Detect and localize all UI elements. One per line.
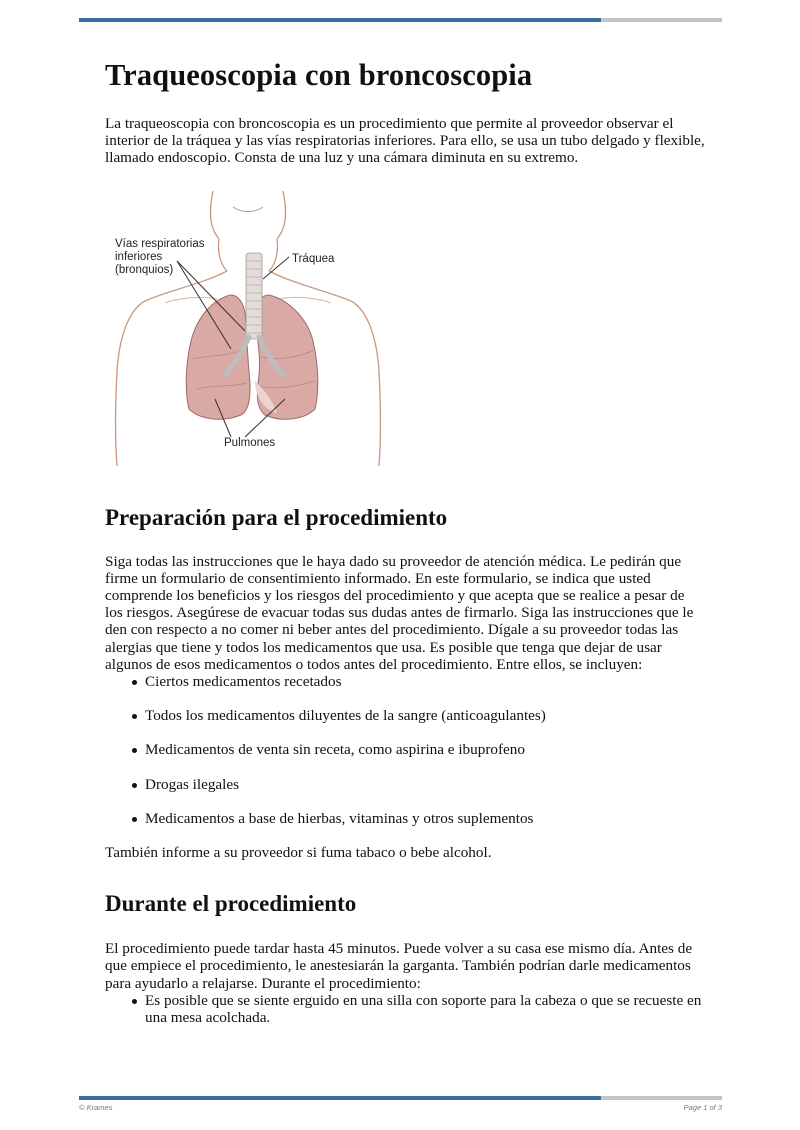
during-heading: Durante el procedimiento (105, 891, 357, 917)
intro-paragraph: La traqueoscopia con broncoscopia es un procedimiento que permite al proveedor observar el interior de la tráquea y las vías respiratorias inferiores. Para ello, se usa un tubo delgado y flexible, llamado endoscopio. Consta de una luz y una cámara diminuta en su extremo. (105, 115, 705, 167)
label-airways: Vías respiratorias inferiores (bronquios) (115, 237, 205, 276)
list-item: Drogas ilegales (105, 776, 705, 793)
medications-list (105, 673, 705, 827)
page-title: Traqueoscopia con broncoscopia (105, 58, 533, 92)
preparation-note: También informe a su proveedor si fuma tabaco o bebe alcohol. (105, 844, 492, 862)
preparation-heading: Preparación para el procedimiento (105, 504, 448, 530)
during-paragraph: El procedimiento puede tardar hasta 45 minutos. Puede volver a su casa ese mismo día. Antes de que empiece el procedimiento, le anestesiarán la garganta. También podrían darle medicamentos para ayudarlo a relajarse. Durante el procedimiento: (105, 940, 693, 992)
list-item: Ciertos medicamentos recetados (105, 673, 705, 690)
label-trachea: Tráquea (292, 252, 335, 265)
list-item: Medicamentos a base de hierbas, vitaminas y otros suplementos (105, 810, 705, 827)
preparation-paragraph: Siga todas las instrucciones que le haya dado su proveedor de atención médica. Le pedirán que firme un formulario de consentimiento informado. En este formulario, se indica que usted comprende los beneficios y los riesgos del procedimiento y que acepta que se realice a pesar de los riesgos. Asegúrese de evacuar todas sus dudas antes de firmarlo. Siga las instrucciones que le den con respecto a no comer ni beber antes del procedimiento. Dígale a su proveedor todas las alergias que tiene y todos los medicamentos que usa. Es posible que tenga que dejar de usar algunos de esos medicamentos o todos antes del procedimiento. Entre ellos, se incluyen: (105, 552, 694, 673)
document-body (105, 56, 705, 1026)
list-item: Todos los medicamentos diluyentes de la sangre (anticoagulantes) (105, 707, 705, 724)
label-lungs: Pulmones (224, 436, 276, 449)
footer-rule (79, 1096, 722, 1100)
footer-copyright: © Krames (79, 1103, 113, 1112)
anatomy-illustration (105, 191, 405, 481)
list-item: Medicamentos de venta sin receta, como aspirina e ibuprofeno (105, 741, 705, 758)
list-item: Es posible que se siente erguido en una silla con soporte para la cabeza o que se recueste en una mesa acolchada. (105, 992, 705, 1026)
header-rule (79, 18, 722, 22)
during-list (105, 992, 705, 1026)
footer-page-number: Page 1 of 3 (683, 1103, 722, 1112)
